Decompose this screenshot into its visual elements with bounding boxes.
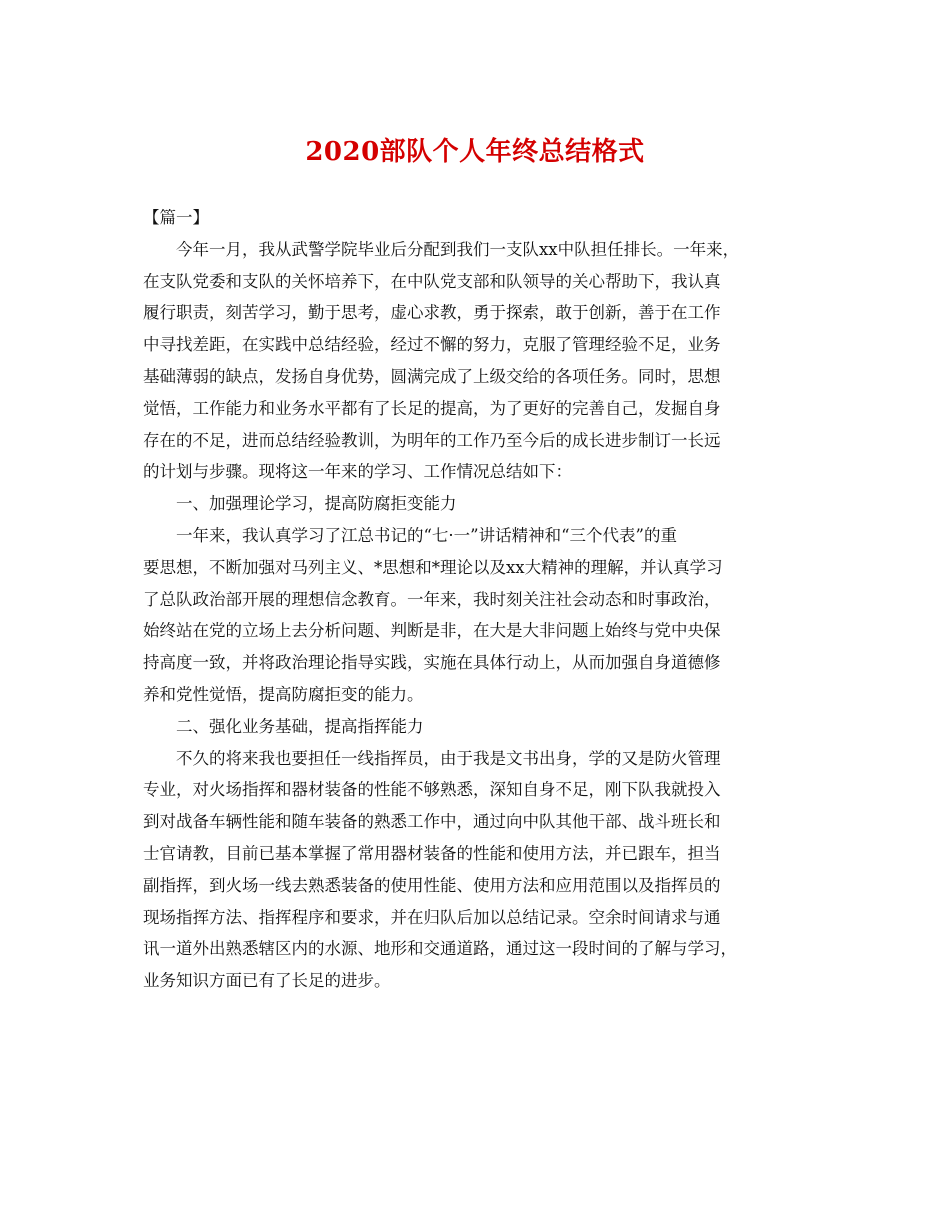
paragraph-theory [143,520,811,711]
paragraph-line: 士官请教，目前已基本掌握了常用器材装备的性能和使用方法，并已跟车，担当 [143,843,721,863]
section-heading-text: 一、加强理论学习，提高防腐拒变能力 [176,494,457,514]
paragraph-line: 履行职责，刻苦学习，勤于思考，虚心求教，勇于探索，敢于创新，善于在工作 [143,303,721,323]
paragraph-line: 要思想，不断加强对马列主义、*思想和*理论以及xx大精神的理解，并认真学习 [143,557,723,577]
paragraph-line: 持高度一致，并将政治理论指导实践，实施在具体行动上，从而加强自身道德修 [143,653,721,673]
paragraph-line: 不久的将来我也要担任一线指挥员，由于我是文书出身，学的又是防火管理 [176,748,721,768]
paragraph-line: 始终站在党的立场上去分析问题、判断是非，在大是大非问题上始终与党中央保 [143,621,721,641]
paragraph-line: 在支队党委和支队的关怀培养下，在中队党支部和队领导的关心帮助下，我认真 [143,271,721,291]
paragraph-line: 专业，对火场指挥和器材装备的性能不够熟悉，深知自身不足，刚下队我就投入 [143,780,721,800]
paragraph-line: 觉悟，工作能力和业务水平都有了长足的提高，为了更好的完善自己，发掘自身 [143,398,721,418]
paragraph-line: 存在的不足，进而总结经验教训，为明年的工作乃至今后的成长进步制订一长远 [143,430,721,450]
section-label: 【篇一】 [143,208,209,227]
section-heading-1 [143,488,811,520]
paragraph-line: 今年一月，我从武警学院毕业后分配到我们一支队xx中队担任排长。一年来， [176,239,740,259]
paragraph-line: 的计划与步骤。现将这一年来的学习、工作情况总结如下： [143,462,572,482]
document-body [143,202,811,997]
paragraph-command [143,743,811,997]
paragraph-line: 副指挥，到火场一线去熟悉装备的使用性能、使用方法和应用范围以及指挥员的 [143,875,721,895]
paragraph-line: 一年来，我认真学习了江总书记的“七·一”讲话精神和“三个代表”的重 [176,525,677,545]
paragraph-line: 了总队政治部开展的理想信念教育。一年来，我时刻关注社会动态和时事政治， [143,589,721,609]
paragraph-line: 中寻找差距，在实践中总结经验，经过不懈的努力，克服了管理经验不足，业务 [143,335,721,355]
paragraph-line: 到对战备车辆性能和随车装备的熟悉工作中，通过向中队其他干部、战斗班长和 [143,812,721,832]
paragraph-line: 业务知识方面已有了长足的进步。 [143,971,391,991]
section-heading-text: 二、强化业务基础，提高指挥能力 [176,716,424,736]
document-title: 2020部队个人年终总结格式 [305,137,645,167]
paragraph-intro [143,234,811,488]
paragraph-line: 讯一道外出熟悉辖区内的水源、地形和交通道路，通过这一段时间的了解与学习， [143,939,737,959]
paragraph-line: 养和党性觉悟，提高防腐拒变的能力。 [143,684,424,704]
paragraph-line: 现场指挥方法、指挥程序和要求，并在归队后加以总结记录。空余时间请求与通 [143,907,721,927]
paragraph-line: 基础薄弱的缺点，发扬自身优势，圆满完成了上级交给的各项任务。同时，思想 [143,366,721,386]
section-heading-2 [143,711,811,743]
